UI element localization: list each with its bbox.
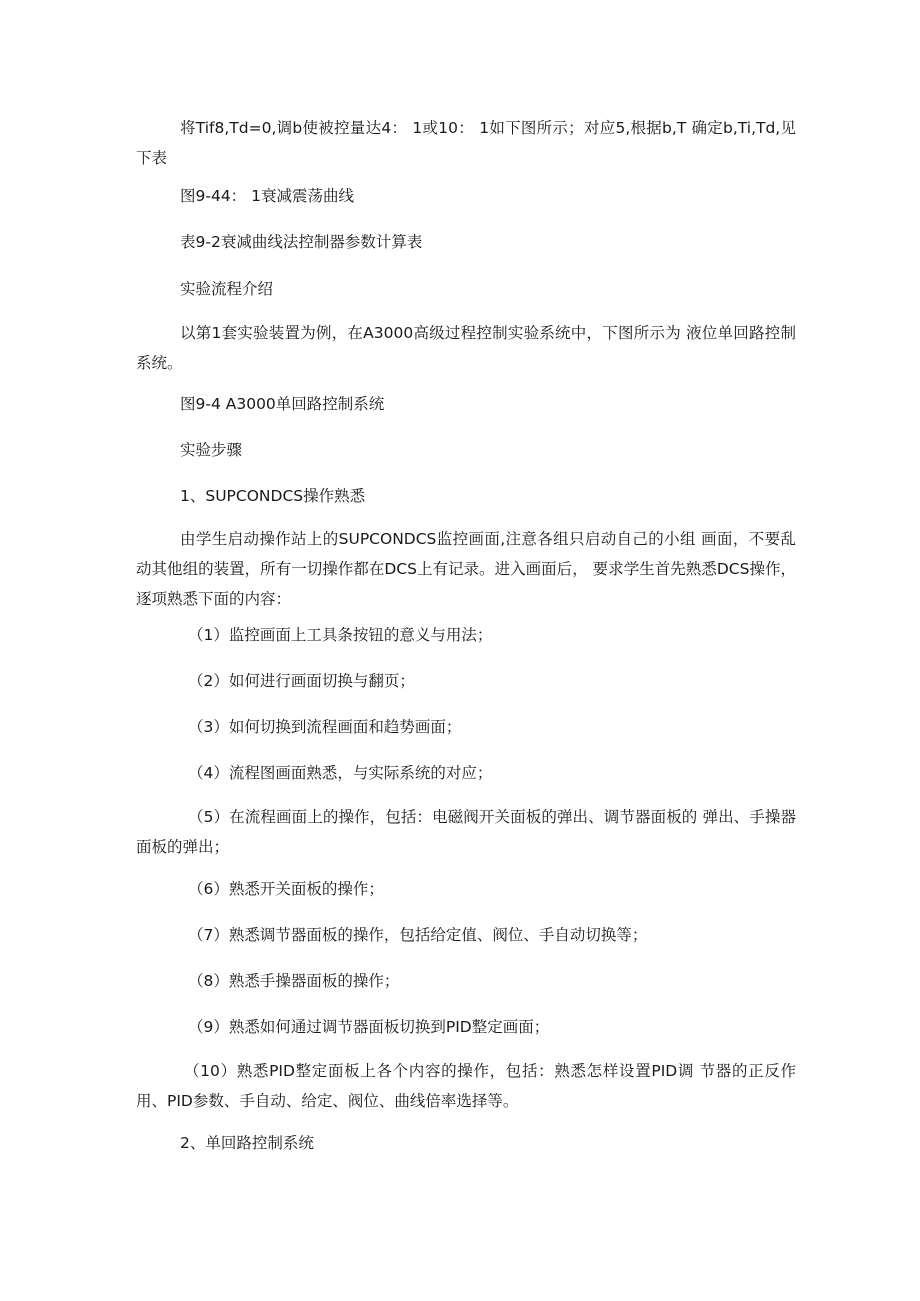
list-item: （10）熟悉PID整定面板上各个内容的操作，包括：熟悉怎样设置PID调 节器的正反作用、PID参数、手自动、给定、阀位、曲线倍率选择等。 xyxy=(136,1062,796,1110)
list-item: （7）熟悉调节器面板的操作，包括给定值、阀位、手自动切换等； xyxy=(188,926,648,944)
list-item: （8）熟悉手操器面板的操作； xyxy=(188,972,400,990)
paragraph-dcs-intro: 由学生启动操作站上的SUPCONDCS监控画面,注意各组只启动自己的小组 画面，不要乱动其他组的装置，所有一切操作都在DCS上有记录。进入画面后， 要求学生首先熟悉DCS操作，逐项熟悉下面的内容： xyxy=(136,530,796,608)
step-2-title: 2、单回路控制系统 xyxy=(180,1134,314,1152)
figure-caption-decay-curve: 图9-44： 1衰减震荡曲线 xyxy=(180,187,354,205)
list-item: （5）在流程画面上的操作，包括：电磁阀开关面板的弹出、调节器面板的 弹出、手操器面板的弹出； xyxy=(136,808,796,856)
list-item: （9）熟悉如何通过调节器面板切换到PID整定画面； xyxy=(188,1018,550,1036)
list-item: （6）熟悉开关面板的操作； xyxy=(188,880,384,898)
list-item: （3）如何切换到流程画面和趋势画面； xyxy=(188,718,462,736)
step-1-title: 1、SUPCONDCS操作熟悉 xyxy=(180,487,366,505)
list-item: （1）监控画面上工具条按钮的意义与用法； xyxy=(188,626,493,644)
paragraph-setup: 以第1套实验装置为例，在A3000高级过程控制实验系统中，下图所示为 液位单回路控制系统。 xyxy=(136,324,796,372)
heading-steps: 实验步骤 xyxy=(180,441,243,459)
paragraph-tuning: 将Tif8,Td=0,调b使被控量达4： 1或10： 1如下图所示；对应5,根据b,T 确定b,Ti,Td,见下表 xyxy=(136,119,796,167)
heading-process-intro: 实验流程介绍 xyxy=(180,280,274,298)
list-item: （4）流程图画面熟悉，与实际系统的对应； xyxy=(188,764,493,782)
table-caption-parameters: 表9-2衰减曲线法控制器参数计算表 xyxy=(180,233,423,251)
figure-caption-single-loop: 图9-4 A3000单回路控制系统 xyxy=(180,395,385,413)
list-item: （2）如何进行画面切换与翻页； xyxy=(188,672,415,690)
